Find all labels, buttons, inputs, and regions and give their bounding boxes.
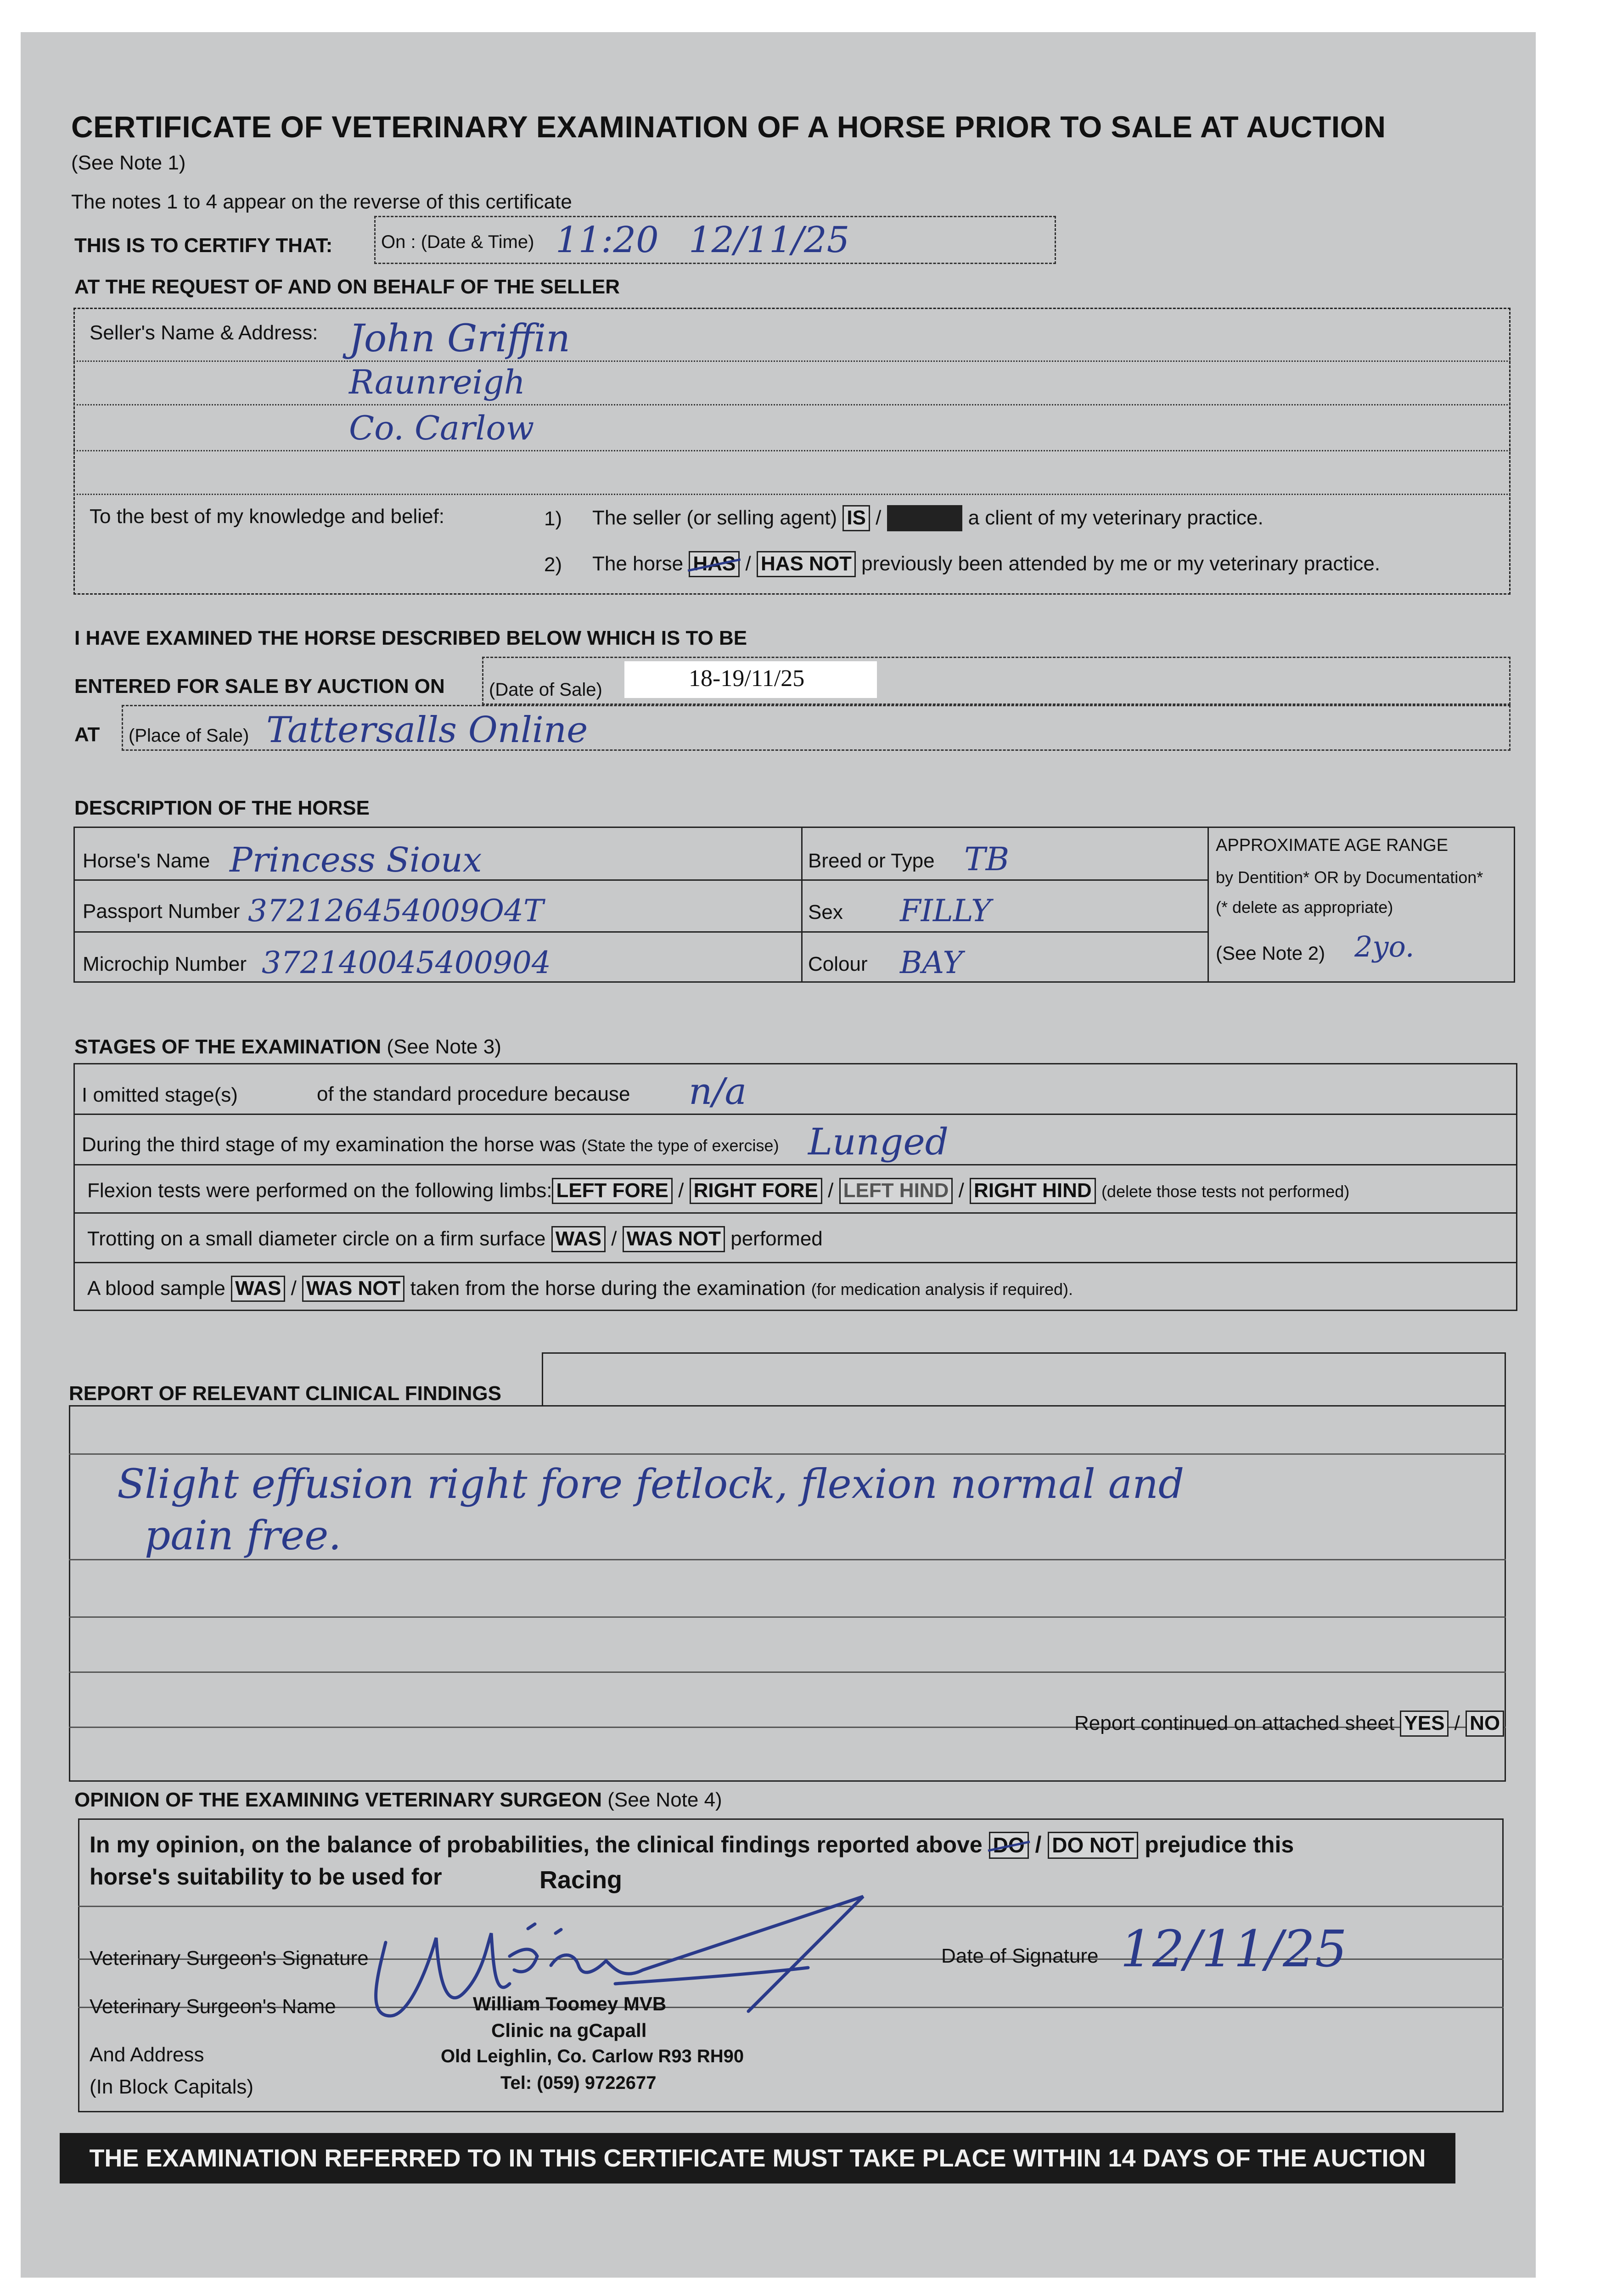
- item-2-text: The horse: [592, 552, 684, 575]
- passport-label: Passport Number: [83, 900, 240, 923]
- third-stage-value: Lunged: [808, 1120, 949, 1163]
- examined-heading: I HAVE EXAMINED THE HORSE DESCRIBED BELOW WHICH IS TO BE: [74, 627, 747, 649]
- is-not-option[interactable]: IS NOT: [887, 505, 963, 531]
- opinion-heading-text: OPINION OF THE EXAMINING VETERINARY SURGEON: [74, 1789, 602, 1811]
- has-option[interactable]: HAS: [689, 551, 740, 577]
- sex-label: Sex: [808, 901, 843, 923]
- sex-value: FILLY: [900, 893, 991, 929]
- stages-heading: [74, 1035, 501, 1058]
- item-2-line: The horse HAS / HAS NOT previously been attended by me or my veterinary practice.: [592, 551, 1380, 577]
- age-value: 2yo.: [1354, 930, 1415, 963]
- intended-use: Racing: [539, 1866, 623, 1894]
- horse-name-value: Princess Sioux: [230, 840, 482, 880]
- age-method: by Dentition* OR by Documentation*: [1216, 868, 1483, 887]
- knowledge-label: To the best of my knowledge and belief:: [90, 505, 444, 528]
- right-hind-option[interactable]: RIGHT HIND: [970, 1178, 1096, 1204]
- on-date-time-label: On : (Date & Time): [381, 232, 534, 252]
- signature-date-label: Date of Signature: [941, 1945, 1099, 1967]
- do-option[interactable]: DO: [989, 1832, 1029, 1859]
- blood-note: (for medication analysis if required).: [811, 1280, 1073, 1299]
- see-note-1: (See Note 1): [71, 152, 186, 174]
- item-1-number: 1): [544, 507, 562, 530]
- has-not-option[interactable]: HAS NOT: [757, 551, 856, 577]
- trot-was-option[interactable]: WAS: [551, 1226, 606, 1252]
- footer-notice: THE EXAMINATION REFERRED TO IN THIS CERTIFICATE MUST TAKE PLACE WITHIN 14 DAYS OF THE AUCTION: [60, 2133, 1455, 2183]
- opinion-heading: [74, 1789, 722, 1812]
- seller-name: John Griffin: [349, 317, 570, 360]
- trotting-line: Trotting on a small diameter circle on a firm surface WAS / WAS NOT performed: [87, 1226, 823, 1252]
- opinion-line-2: horse's suitability to be used for: [90, 1864, 442, 1890]
- findings-heading: REPORT OF RELEVANT CLINICAL FINDINGS: [69, 1382, 501, 1405]
- stamp-address: Old Leighlin, Co. Carlow R93 RH90: [441, 2046, 744, 2066]
- flexion-note: (delete those tests not performed): [1101, 1182, 1350, 1201]
- third-stage-note: (State the type of exercise): [581, 1136, 779, 1155]
- blood-line: A blood sample WAS / WAS NOT taken from the horse during the examination (for medication analysis if required).: [87, 1276, 1073, 1302]
- continued-no-option[interactable]: NO: [1466, 1711, 1504, 1737]
- microchip-label: Microchip Number: [83, 953, 247, 975]
- item-1-suffix: a client of my veterinary practice.: [968, 506, 1264, 529]
- seller-label: Seller's Name & Address:: [90, 321, 318, 344]
- certify-label: THIS IS TO CERTIFY THAT:: [74, 234, 333, 257]
- exam-date: 12/11/25: [689, 219, 850, 261]
- blood-label: A blood sample: [87, 1277, 225, 1300]
- flexion-line: Flexion tests were performed on the following limbs: LEFT FORE / RIGHT FORE / LEFT HIND / RIGHT HIND (delete those tests not performed): [87, 1178, 1349, 1204]
- stamp-clinic: Clinic na gCapall: [491, 2020, 647, 2041]
- item-1-text: The seller (or selling agent): [592, 506, 837, 529]
- stages-heading-text: STAGES OF THE EXAMINATION: [74, 1035, 382, 1058]
- blood-text: taken from the horse during the examination: [410, 1277, 806, 1300]
- flexion-label: Flexion tests were performed on the following limbs:: [87, 1179, 552, 1202]
- opinion-heading-note: (See Note 4): [607, 1789, 722, 1811]
- colour-label: Colour: [808, 953, 868, 975]
- findings-line-2: pain free.: [145, 1512, 342, 1559]
- left-fore-option[interactable]: LEFT FORE: [552, 1178, 672, 1204]
- certificate-title: CERTIFICATE OF VETERINARY EXAMINATION OF A HORSE PRIOR TO SALE AT AUCTION: [71, 110, 1386, 144]
- vet-address-label: And Address: [90, 2043, 204, 2066]
- age-see-note: (See Note 2): [1216, 942, 1325, 964]
- left-hind-option[interactable]: LEFT HIND: [839, 1178, 953, 1204]
- colour-value: BAY: [900, 945, 963, 980]
- notes-line: The notes 1 to 4 appear on the reverse of this certificate: [71, 191, 572, 213]
- sale-date-value: 18-19/11/25: [689, 665, 805, 692]
- omitted-value: n/a: [689, 1070, 747, 1113]
- blood-was-not-option[interactable]: WAS NOT: [302, 1276, 404, 1302]
- entered-label: ENTERED FOR SALE BY AUCTION ON: [74, 675, 445, 698]
- item-2-number: 2): [544, 553, 562, 576]
- opinion-line-1: In my opinion, on the balance of probabilities, the clinical findings reported above DO / DO NOT prejudice this: [90, 1831, 1294, 1859]
- place-of-sale-value: Tattersalls Online: [266, 709, 588, 751]
- third-stage-line: [82, 1133, 779, 1156]
- is-option[interactable]: IS: [842, 505, 870, 531]
- omitted-label: I omitted stage(s): [82, 1084, 238, 1106]
- opinion-text-1-suffix: prejudice this: [1145, 1832, 1294, 1857]
- age-heading: APPROXIMATE AGE RANGE: [1216, 836, 1449, 855]
- do-not-option[interactable]: DO NOT: [1048, 1832, 1138, 1859]
- place-of-sale-label: (Place of Sale): [129, 726, 249, 746]
- trotting-label: Trotting on a small diameter circle on a firm surface: [87, 1227, 546, 1250]
- seller-address-2: Co. Carlow: [349, 409, 534, 447]
- continued-yes-option[interactable]: YES: [1400, 1711, 1449, 1737]
- exam-time: 11:20: [556, 219, 659, 261]
- opinion-text-1: In my opinion, on the balance of probabilities, the clinical findings reported above: [90, 1832, 983, 1857]
- microchip-value: 372140045400904: [262, 945, 551, 980]
- block-capitals-label: (In Block Capitals): [90, 2076, 254, 2098]
- stages-heading-note: (See Note 3): [387, 1035, 501, 1058]
- description-heading: DESCRIPTION OF THE HORSE: [74, 797, 370, 819]
- signature-date: 12/11/25: [1120, 1919, 1348, 1978]
- continued-line: Report continued on attached sheet YES / NO: [1074, 1711, 1504, 1737]
- stamp-phone: Tel: (059) 9722677: [500, 2073, 657, 2093]
- trot-was-not-option[interactable]: WAS NOT: [623, 1226, 725, 1252]
- blood-was-option[interactable]: WAS: [231, 1276, 285, 1302]
- item-1-line: The seller (or selling agent) IS / IS NOT a client of my veterinary practice.: [592, 505, 1264, 531]
- at-label: AT: [74, 723, 100, 746]
- findings-line-1: Slight effusion right fore fetlock, flexion normal and: [117, 1460, 1185, 1508]
- seller-address-1: Raunreigh: [349, 363, 526, 401]
- vet-name-label: Veterinary Surgeon's Name: [90, 1995, 336, 2018]
- trotting-suffix: performed: [730, 1227, 823, 1250]
- request-heading: AT THE REQUEST OF AND ON BEHALF OF THE SELLER: [74, 276, 620, 298]
- findings-header-cell: [542, 1352, 1506, 1405]
- third-stage-label: During the third stage of my examination the horse was: [82, 1133, 576, 1156]
- age-delete-note: (* delete as appropriate): [1216, 898, 1393, 917]
- breed-label: Breed or Type: [808, 850, 935, 872]
- horse-name-label: Horse's Name: [83, 850, 210, 872]
- right-fore-option[interactable]: RIGHT FORE: [690, 1178, 822, 1204]
- continued-label: Report continued on attached sheet: [1074, 1712, 1395, 1734]
- omitted-mid: of the standard procedure because: [317, 1083, 630, 1105]
- breed-value: TB: [964, 840, 1010, 878]
- passport-value: 372126454009O4T: [248, 893, 544, 929]
- date-of-sale-label: (Date of Sale): [489, 680, 602, 700]
- stamp-name: William Toomey MVB: [473, 1993, 667, 2015]
- signature-label: Veterinary Surgeon's Signature: [90, 1947, 369, 1970]
- item-2-suffix: previously been attended by me or my veterinary practice.: [861, 552, 1381, 575]
